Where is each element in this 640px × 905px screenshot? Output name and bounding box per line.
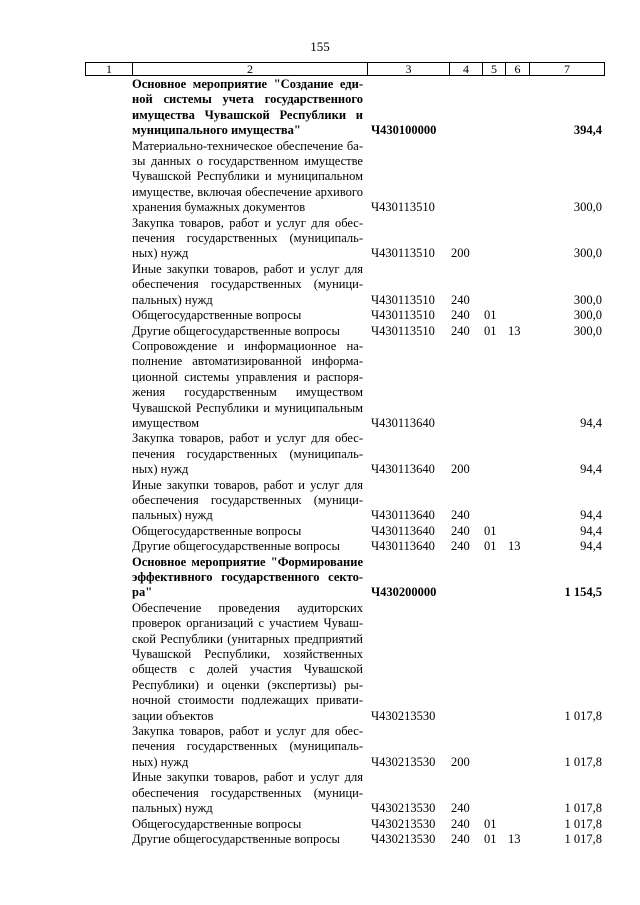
row-description: Закупка товаров, работ и услуг для обеспечения государственных (муниципальных) нужд bbox=[132, 431, 363, 477]
table-row bbox=[0, 77, 640, 139]
row-description: Общегосударственные вопросы bbox=[132, 308, 302, 323]
row-target-code: Ч430213530 bbox=[371, 831, 436, 846]
column-number-5: 5 bbox=[483, 63, 506, 76]
row-subsection: 13 bbox=[508, 831, 521, 846]
table-row bbox=[0, 216, 640, 262]
row-target-code: Ч430100000 bbox=[371, 123, 437, 138]
table-row bbox=[0, 308, 640, 323]
row-description: Обеспечение проведения аудиторских проверок организаций с участием Чувашской Республики (унитарных предприятий Чувашской Республики, хозяйственных обществ с долей участия Чувашской Республики) и оценки (экспертизы) рыночной стоимости подлежащих приватизации объектов bbox=[132, 600, 363, 723]
column-number-7: 7 bbox=[530, 63, 605, 76]
row-description: Основное мероприятие "Создание единой системы учета государственного имущества Чувашской Республики и муниципального имущества" bbox=[132, 77, 363, 138]
column-number-6: 6 bbox=[506, 63, 530, 76]
row-target-code: Ч430213530 bbox=[371, 754, 436, 769]
row-description: Иные закупки товаров, работ и услуг для обеспечения государственных (муниципальных) нужд bbox=[132, 477, 363, 523]
row-target-code: Ч430213530 bbox=[371, 708, 436, 723]
row-amount: 94,4 bbox=[580, 508, 602, 523]
row-target-code: Ч430113640 bbox=[371, 462, 435, 477]
row-amount: 1 017,8 bbox=[564, 801, 602, 816]
row-amount: 1 154,5 bbox=[564, 585, 602, 600]
table-row bbox=[0, 539, 640, 554]
row-description: Иные закупки товаров, работ и услуг для обеспечения государственных (муниципальных) нужд bbox=[132, 770, 363, 816]
row-section: 01 bbox=[484, 323, 497, 338]
column-number-2: 2 bbox=[133, 63, 368, 76]
row-amount: 94,4 bbox=[580, 539, 602, 554]
row-amount: 300,0 bbox=[573, 292, 602, 307]
row-description: Основное мероприятие "Формирование эффективного государственного сектора" bbox=[132, 554, 363, 600]
row-amount: 300,0 bbox=[573, 246, 602, 261]
row-expense-type: 240 bbox=[451, 831, 470, 846]
table-row bbox=[0, 770, 640, 816]
row-target-code: Ч430113510 bbox=[371, 308, 435, 323]
table-row bbox=[0, 724, 640, 770]
row-section: 01 bbox=[484, 816, 497, 831]
table-row bbox=[0, 431, 640, 477]
row-section: 01 bbox=[484, 308, 497, 323]
row-description: Другие общегосударственные вопросы bbox=[132, 323, 340, 338]
row-expense-type: 200 bbox=[451, 462, 470, 477]
budget-table-body bbox=[0, 77, 640, 847]
row-target-code: Ч430113510 bbox=[371, 200, 435, 215]
row-target-code: Ч430113640 bbox=[371, 415, 435, 430]
row-amount: 394,4 bbox=[573, 123, 602, 138]
row-description: Иные закупки товаров, работ и услуг для обеспечения государственных (муниципальных) нужд bbox=[132, 261, 363, 307]
column-number-4: 4 bbox=[450, 63, 483, 76]
row-target-code: Ч430213530 bbox=[371, 816, 436, 831]
row-expense-type: 240 bbox=[451, 308, 470, 323]
table-row bbox=[0, 832, 640, 847]
row-description: Сопровождение и информационное наполнение автоматизированной информационной системы управления и распоряжения государственным имуществом Чувашской Республики и муниципальным имуществом bbox=[132, 338, 363, 430]
row-amount: 94,4 bbox=[580, 523, 602, 538]
table-row bbox=[0, 524, 640, 539]
row-description: Другие общегосударственные вопросы bbox=[132, 831, 340, 846]
row-target-code: Ч430113510 bbox=[371, 246, 435, 261]
row-target-code: Ч430113510 bbox=[371, 323, 435, 338]
table-row bbox=[0, 817, 640, 832]
row-amount: 300,0 bbox=[573, 308, 602, 323]
table-row bbox=[0, 478, 640, 524]
row-expense-type: 240 bbox=[451, 292, 470, 307]
row-expense-type: 240 bbox=[451, 801, 470, 816]
row-description: Закупка товаров, работ и услуг для обеспечения государственных (муниципальных) нужд bbox=[132, 724, 363, 769]
row-target-code: Ч430213530 bbox=[371, 801, 436, 816]
row-amount: 300,0 bbox=[573, 323, 602, 338]
row-expense-type: 240 bbox=[451, 523, 470, 538]
row-description: Другие общегосударственные вопросы bbox=[132, 539, 340, 554]
row-description: Материально-техническое обеспечение базы данных о государственном имуществе Чувашской Республики и муниципальном имуществе, включая обеспечение архивого хранения бумажных документов bbox=[132, 138, 363, 215]
table-row bbox=[0, 139, 640, 216]
row-amount: 94,4 bbox=[580, 415, 602, 430]
row-target-code: Ч430113640 bbox=[371, 508, 435, 523]
row-amount: 1 017,8 bbox=[564, 708, 602, 723]
row-amount: 1 017,8 bbox=[564, 754, 602, 769]
row-expense-type: 200 bbox=[451, 754, 470, 769]
row-expense-type: 240 bbox=[451, 323, 470, 338]
table-row bbox=[0, 601, 640, 724]
row-target-code: Ч430113640 bbox=[371, 523, 435, 538]
row-expense-type: 240 bbox=[451, 508, 470, 523]
table-row bbox=[0, 262, 640, 308]
row-expense-type: 240 bbox=[451, 816, 470, 831]
row-amount: 1 017,8 bbox=[564, 816, 602, 831]
row-amount: 94,4 bbox=[580, 462, 602, 477]
row-target-code: Ч430113640 bbox=[371, 539, 435, 554]
row-amount: 300,0 bbox=[573, 200, 602, 215]
column-header-row bbox=[85, 62, 605, 76]
row-subsection: 13 bbox=[508, 323, 521, 338]
row-section: 01 bbox=[484, 539, 497, 554]
row-expense-type: 200 bbox=[451, 246, 470, 261]
page-number: 155 bbox=[310, 39, 330, 54]
row-amount: 1 017,8 bbox=[564, 831, 602, 846]
table-row bbox=[0, 324, 640, 339]
row-description: Общегосударственные вопросы bbox=[132, 816, 302, 831]
row-description: Общегосударственные вопросы bbox=[132, 523, 302, 538]
table-row bbox=[0, 555, 640, 601]
row-target-code: Ч430113510 bbox=[371, 292, 435, 307]
row-description: Закупка товаров, работ и услуг для обеспечения государственных (муниципальных) нужд bbox=[132, 215, 363, 261]
column-number-1: 1 bbox=[86, 63, 133, 76]
row-expense-type: 240 bbox=[451, 539, 470, 554]
row-section: 01 bbox=[484, 831, 497, 846]
row-target-code: Ч430200000 bbox=[371, 585, 437, 600]
row-subsection: 13 bbox=[508, 539, 521, 554]
table-row bbox=[0, 339, 640, 431]
column-number-3: 3 bbox=[368, 63, 450, 76]
row-section: 01 bbox=[484, 523, 497, 538]
